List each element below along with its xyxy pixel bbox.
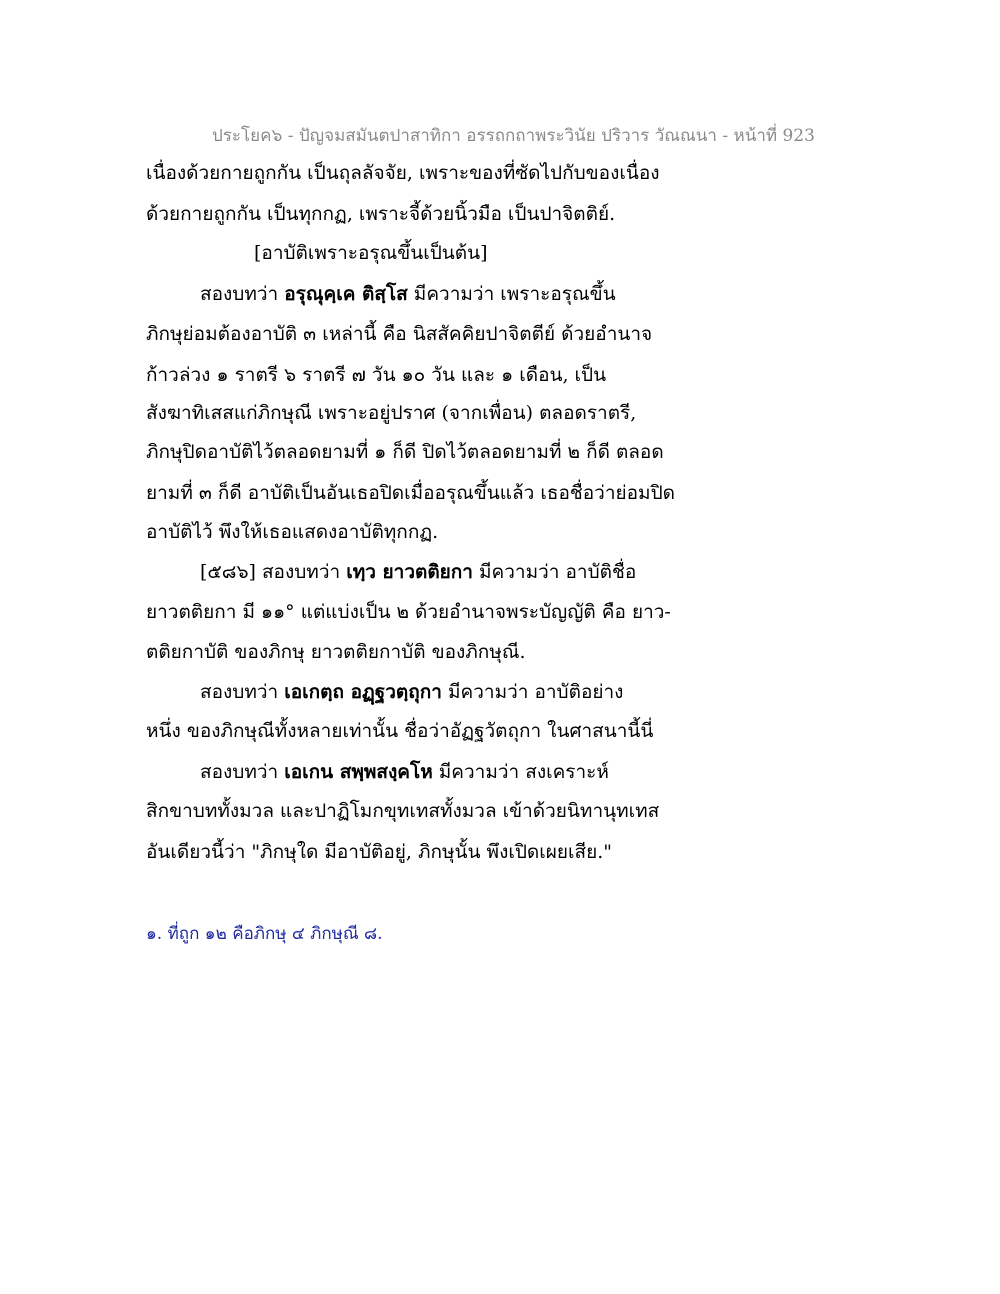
body-line-12: ตติยกาบัติ ของภิกษุ ยาวตติยกาบัติ ของภิกษุณี. [146, 641, 526, 663]
pali-term: เอเกตฺถ อฏฺฐวตฺถุกา [284, 681, 442, 703]
body-line-11: ยาวตติยกา มี ๑๑° แต่แบ่งเป็น ๒ ด้วยอำนาจพระบัญญัติ คือ ยาว- [146, 601, 671, 623]
body-line-2: ด้วยกายถูกกัน เป็นทุกกฏ, เพราะจี้ด้วยนิ้วมือ เป็นปาจิตติย์. [146, 203, 616, 225]
pali-term: เอเกน สพฺพสงฺคโห [284, 761, 433, 783]
body-line-13 [200, 683, 623, 702]
section-heading: [อาบัติเพราะอรุณขึ้นเป็นต้น] [254, 242, 488, 264]
body-line-16: สิกขาบททั้งมวล และปาฏิโมกขุทเทสทั้งมวล เข้าด้วยนิทานุทเทส [146, 800, 660, 822]
body-line-14: หนึ่ง ของภิกษุณีทั้งหลายเท่านั้น ชื่อว่าอัฏฐวัตถุกา ในศาสนานี้นี่ [146, 720, 654, 742]
body-line-9: อาบัติไว้ พึงให้เธอแสดงอาบัติทุกกฏ. [146, 521, 439, 543]
text-run: สองบทว่า [200, 283, 285, 305]
body-line-7: ภิกษุปิดอาบัติไว้ตลอดยามที่ ๑ ก็ดี ปิดไว้ตลอดยามที่ ๒ ก็ดี ตลอด [146, 441, 664, 463]
body-line-6: สังฆาทิเสสแก่ภิกษุณี เพราะอยู่ปราศ (จากเพื่อน) ตลอดราตรี, [146, 402, 637, 424]
text-run: [๕๘๖] สองบทว่า [200, 561, 347, 583]
text-run: สองบทว่า [200, 681, 285, 703]
body-line-1: เนื่องด้วยกายถูกกัน เป็นถุลลัจจัย, เพราะของที่ซัดไปกับของเนื่อง [146, 162, 660, 184]
footnote: ๑. ที่ถูก ๑๒ คือภิกษุ ๔ ภิกษุณี ๘. [146, 924, 383, 944]
pali-term: อรุณุคฺเค ติสฺโส [284, 283, 408, 305]
body-line-4: ภิกษุย่อมต้องอาบัติ ๓ เหล่านี้ คือ นิสสัคคิยปาจิตตีย์ ด้วยอำนาจ [146, 323, 653, 345]
body-line-5: ก้าวล่วง ๑ ราตรี ๖ ราตรี ๗ วัน ๑๐ วัน และ ๑ เดือน, เป็น [146, 364, 607, 386]
body-line-17: อันเดียวนี้ว่า "ภิกษุใด มีอาบัติอยู่, ภิกษุนั้น พึงเปิดเผยเสีย." [146, 841, 613, 863]
text-run: มีความว่า อาบัติชื่อ [472, 561, 637, 583]
body-line-15 [200, 763, 609, 782]
text-run: สองบทว่า [200, 761, 285, 783]
pali-term: เทฺว ยาวตติยกา [346, 561, 473, 583]
body-line-3 [200, 285, 616, 304]
body-line-8: ยามที่ ๓ ก็ดี อาบัติเป็นอันเธอปิดเมื่ออรุณขึ้นแล้ว เธอชื่อว่าย่อมปิด [146, 482, 675, 504]
body-line-10 [200, 563, 636, 582]
page-header: ประโยค๖ - ปัญจมสมันตปาสาทิกา อรรถกถาพระวินัย ปริวาร วัณณนา - หน้าที่ 923 [212, 126, 815, 146]
text-run: มีความว่า เพราะอรุณขึ้น [407, 283, 616, 305]
text-run: มีความว่า สงเคราะห์ [432, 761, 609, 783]
text-run: มีความว่า อาบัติอย่าง [441, 681, 624, 703]
